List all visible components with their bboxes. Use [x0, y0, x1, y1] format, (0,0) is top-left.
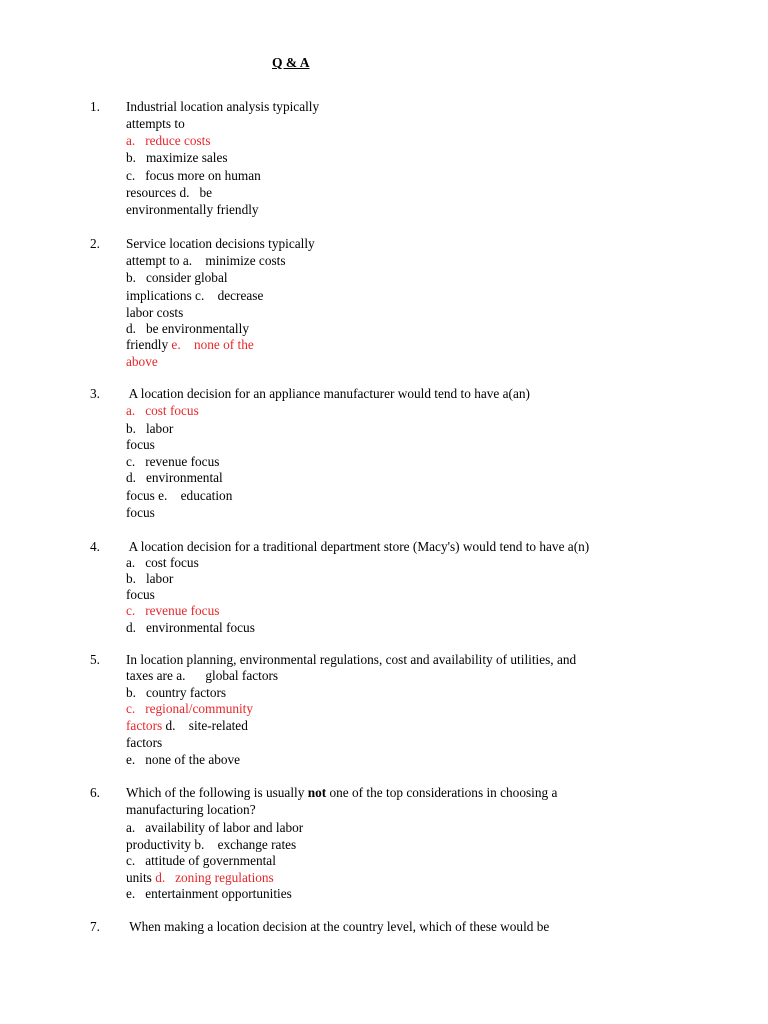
- text-segment: productivity b. exchange rates: [126, 837, 297, 852]
- answer-line: [126, 700, 253, 717]
- answer-line: [126, 453, 219, 470]
- question-number: 6.: [90, 785, 100, 800]
- answer-line: [126, 586, 155, 603]
- correct-answer-text: d. zoning regulations: [155, 870, 274, 885]
- text-segment: resources d. be: [126, 185, 213, 200]
- text-segment: factors: [126, 735, 163, 750]
- question-text: [126, 918, 549, 935]
- text-segment: When making a location decision at the country level, which of these would be: [126, 919, 550, 934]
- answer-line: [126, 487, 232, 504]
- text-segment: taxes are a. global factors: [126, 668, 279, 683]
- question-text: [126, 651, 576, 668]
- text-segment: c. attitude of governmental: [126, 853, 276, 868]
- answer-line: [126, 801, 256, 818]
- text-segment: A location decision for a traditional department store (Macy's) would tend to have a(n): [126, 539, 590, 554]
- answer-line: [126, 619, 255, 636]
- text-segment: attempt to a. minimize costs: [126, 253, 286, 268]
- question-number: 4.: [90, 539, 100, 554]
- text-segment: b. labor: [126, 421, 174, 436]
- text-segment: b. maximize sales: [126, 150, 228, 165]
- answer-line: [126, 885, 292, 902]
- text-segment: Service location decisions typically: [126, 236, 315, 251]
- answer-line: [126, 353, 158, 370]
- text-segment: focus e. education: [126, 488, 233, 503]
- answer-line: [126, 734, 162, 751]
- text-segment: Industrial location analysis typically: [126, 99, 320, 114]
- text-segment: d. be environmentally: [126, 321, 249, 336]
- text-segment: focus: [126, 505, 155, 520]
- text-segment: d. environmental focus: [126, 620, 255, 635]
- text-segment: manufacturing location?: [126, 802, 256, 817]
- answer-line: [126, 201, 259, 218]
- text-segment: labor costs: [126, 305, 184, 320]
- question-text: [126, 235, 315, 252]
- text-segment: b. labor: [126, 571, 174, 586]
- answer-line: [126, 269, 228, 286]
- text-segment: b. country factors: [126, 685, 227, 700]
- text-segment: a. cost focus: [126, 555, 199, 570]
- answer-line: [126, 602, 219, 619]
- page-title: Q & A: [272, 55, 310, 70]
- question-number: 1.: [90, 99, 100, 114]
- text-segment: environmentally friendly: [126, 202, 259, 217]
- answer-line: [126, 554, 199, 571]
- correct-answer-text: e. none of the: [171, 337, 254, 352]
- answer-line: [126, 304, 183, 321]
- answer-line: [126, 852, 276, 869]
- question-number: 2.: [90, 236, 100, 251]
- answer-line: [126, 469, 223, 486]
- text-segment: c. focus more on human: [126, 168, 261, 183]
- text-segment: d. site-related: [162, 718, 248, 733]
- answer-line: [126, 504, 155, 521]
- correct-answer-text: a. cost focus: [126, 403, 199, 418]
- answer-line: [126, 320, 249, 337]
- text-segment: attempts to: [126, 116, 185, 131]
- correct-answer-text: factors: [126, 718, 163, 733]
- correct-answer-text: a. reduce costs: [126, 133, 211, 148]
- question-text: [126, 784, 557, 801]
- text-segment: d. environmental: [126, 470, 223, 485]
- correct-answer-text: above: [126, 354, 158, 369]
- question-text: [126, 385, 530, 402]
- text-segment: one of the top considerations in choosing a: [326, 785, 558, 800]
- answer-line: [126, 402, 199, 419]
- answer-line: [126, 684, 226, 701]
- text-segment: e. none of the above: [126, 752, 241, 767]
- answer-line: [126, 667, 278, 684]
- answer-line: [126, 252, 286, 269]
- answer-line: [126, 717, 248, 734]
- text-segment: c. revenue focus: [126, 454, 220, 469]
- question-number: 5.: [90, 652, 100, 667]
- text-segment: implications c. decrease: [126, 288, 264, 303]
- text-segment: Which of the following is usually: [126, 785, 308, 800]
- question-text: [126, 538, 589, 555]
- text-segment: In location planning, environmental regulations, cost and availability of utilities, and: [126, 652, 577, 667]
- text-segment: focus: [126, 587, 155, 602]
- text-segment: A location decision for an appliance manufacturer would tend to have a(an): [126, 386, 530, 401]
- answer-line: [126, 184, 212, 201]
- correct-answer-text: c. revenue focus: [126, 603, 220, 618]
- answer-line: [126, 819, 303, 836]
- answer-line: [126, 751, 240, 768]
- answer-line: [126, 336, 254, 353]
- answer-line: [126, 869, 274, 886]
- text-segment: b. consider global: [126, 270, 228, 285]
- answer-line: [126, 149, 228, 166]
- question-text: [126, 98, 319, 115]
- answer-line: [126, 115, 185, 132]
- text-segment: not: [307, 785, 327, 800]
- text-segment: e. entertainment opportunities: [126, 886, 292, 901]
- answer-line: [126, 436, 155, 453]
- answer-line: [126, 836, 296, 853]
- answer-line: [126, 167, 261, 184]
- answer-line: [126, 420, 173, 437]
- correct-answer-text: c. regional/community: [126, 701, 254, 716]
- answer-line: [126, 287, 263, 304]
- answer-line: [126, 570, 173, 587]
- question-number: 7.: [90, 919, 100, 934]
- text-segment: units: [126, 870, 156, 885]
- text-segment: focus: [126, 437, 155, 452]
- text-segment: a. availability of labor and labor: [126, 820, 304, 835]
- answer-line: [126, 132, 211, 149]
- text-segment: friendly: [126, 337, 172, 352]
- question-number: 3.: [90, 386, 100, 401]
